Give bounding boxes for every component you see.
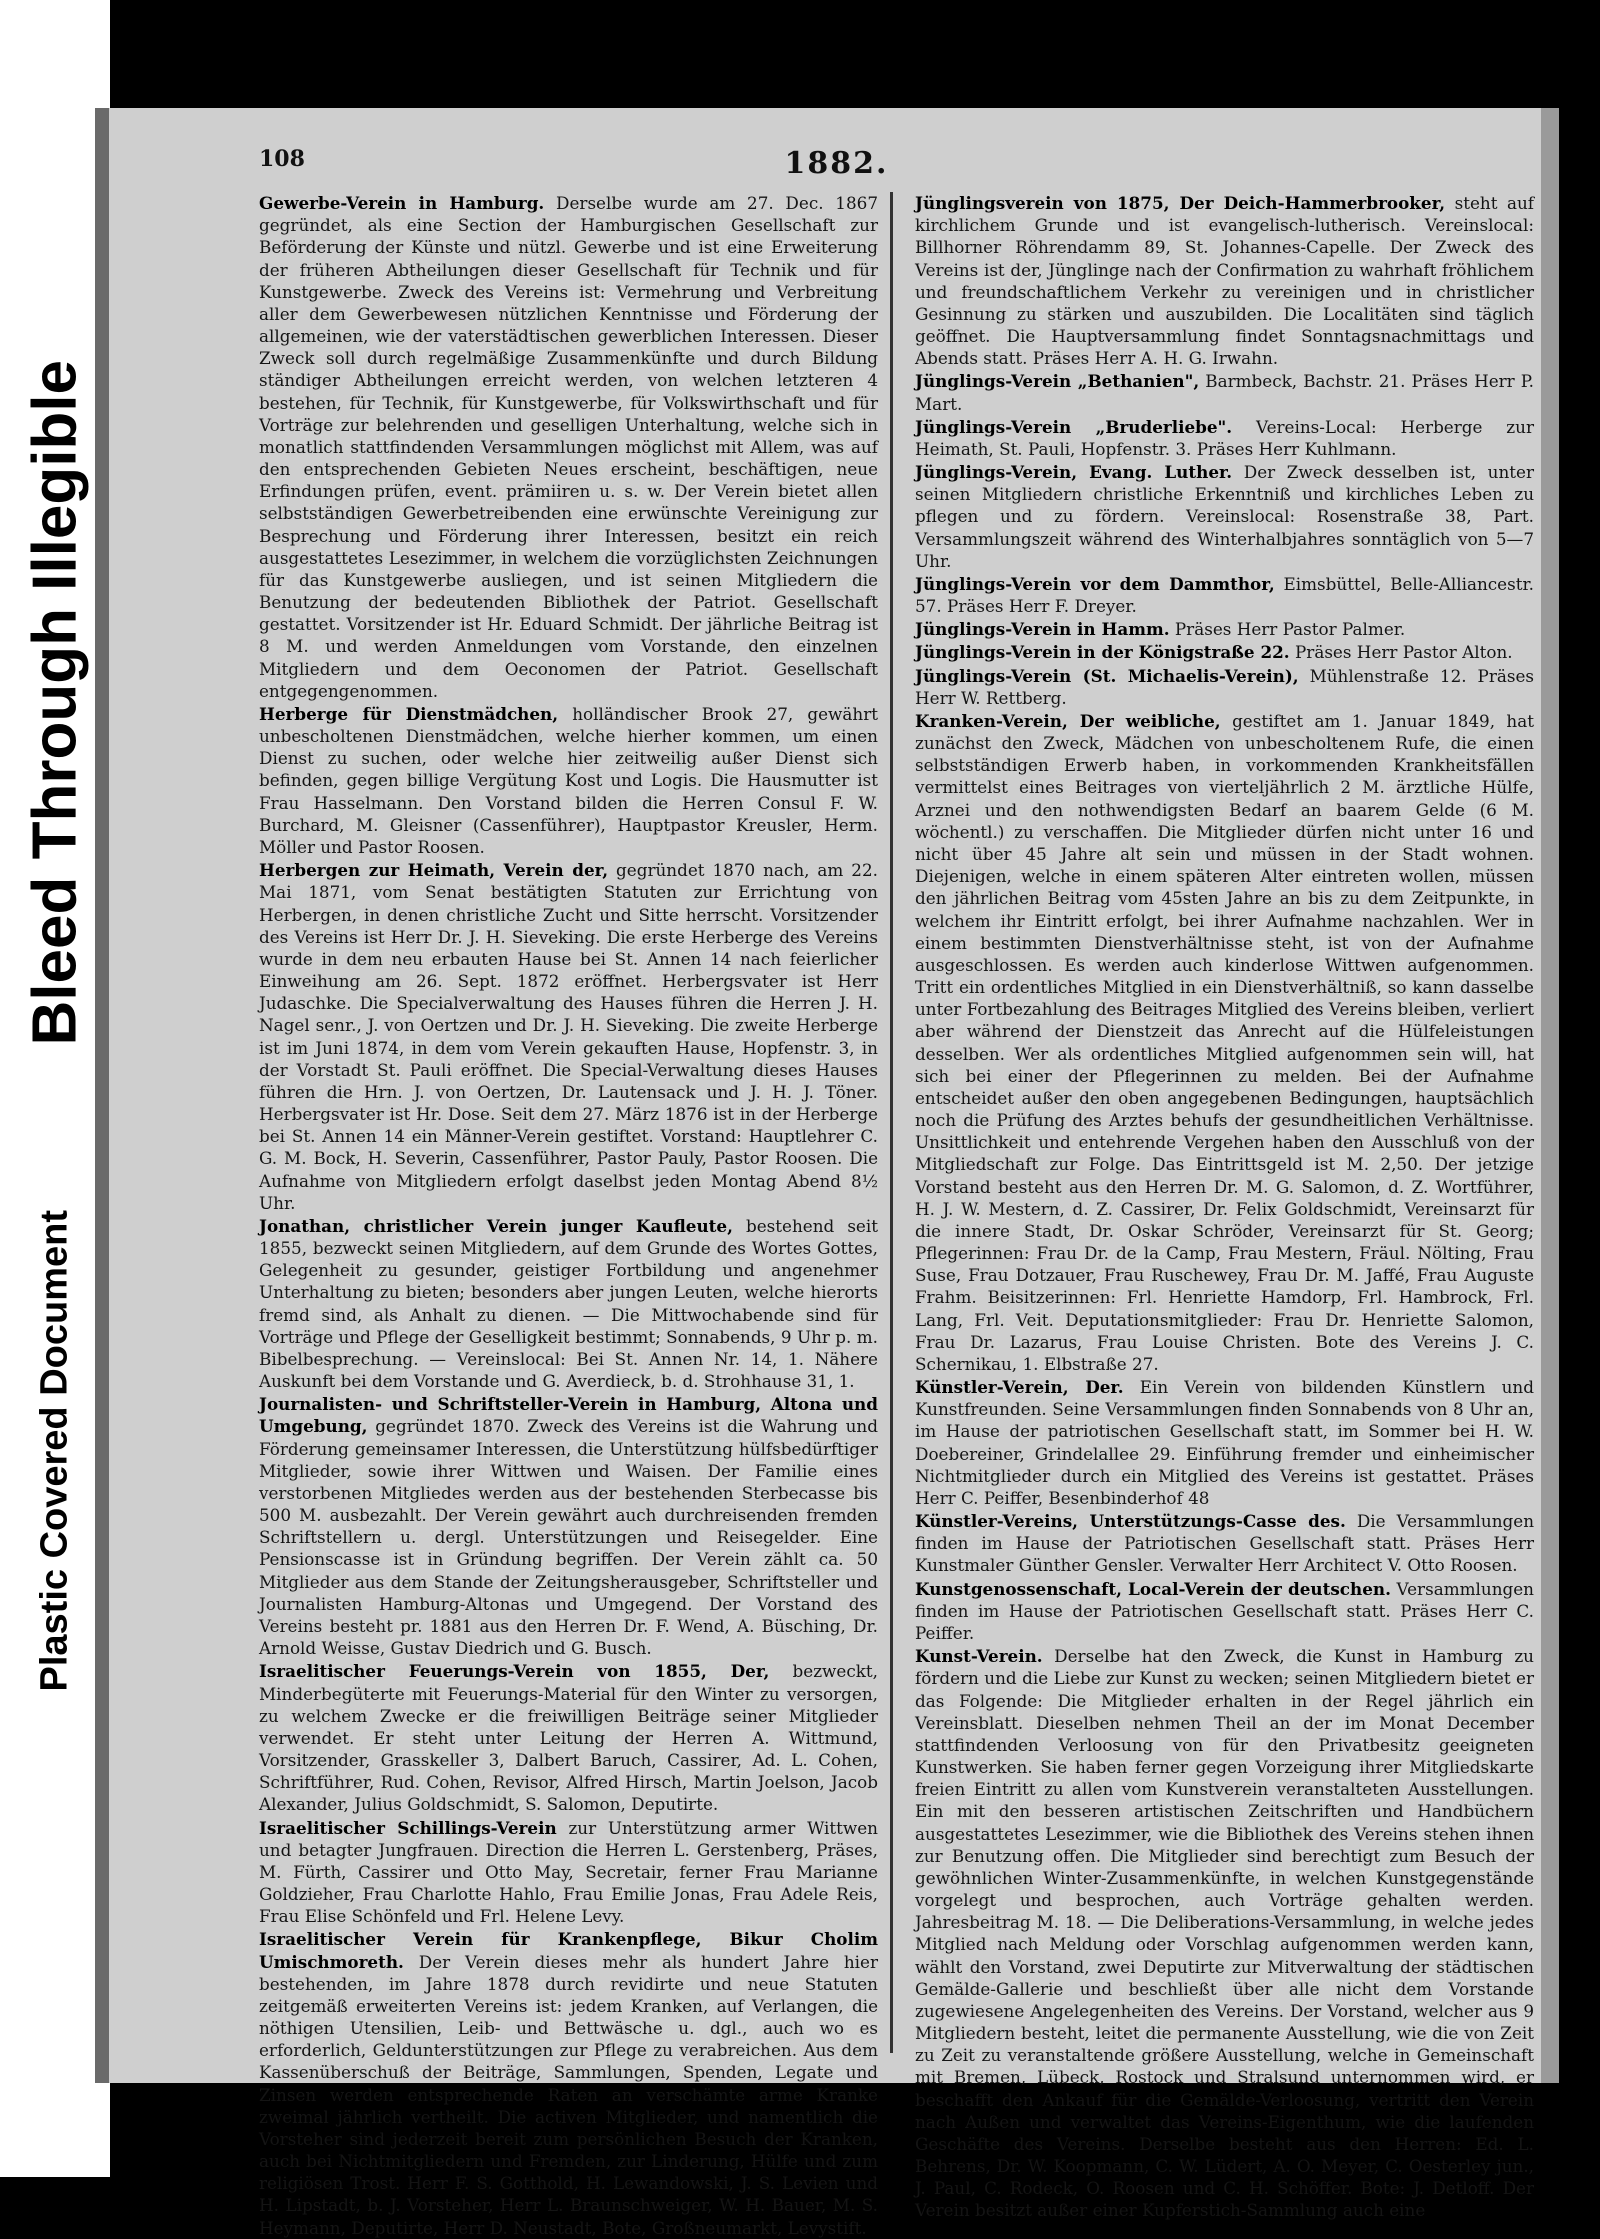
- entry: [259, 1817, 878, 1928]
- entry: [915, 618, 1534, 640]
- entry-text: Derselbe hat den Zweck, die Kunst in Hamburg zu fördern und die Liebe zur Kunst zu wecken; seinen Mitgliedern bietet er das Folgende: Die Mitglieder erhalten in der Regel jährlich ein Vereinsblatt. Dieselben nehmen Theil an der im Monat December stattfindenden Verloosung von für den Privatbesitz geeigneten Kunstwerken. Sie haben ferner gegen Vorzeigung ihrer Mitgliedskarte freien Eintritt zu allen vom Kunstverein veranstalteten Ausstellungen. Ein mit den besseren artistischen Zeitschriften und Handbüchern ausgestattetes Lesezimmer, wie die Bibliothek des Vereins stehen ihnen zur Benutzung offen. Die Mitglieder sind berechtigt zum Besuch der gewöhnlichen Winter-Zusammenkünfte, in welchen Kunstgegenstände vorgelegt und besprochen, auch Vorträge gehalten werden. Jahresbeitrag M. 18. — Die Deliberations-Versammlung, in welche jedes Mitglied nach Meldung oder Vorschlag aufgenommen werden kann, wählt den Vorstand, zwei Deputirte zur Mitverwaltung der städtischen Gemälde-Gallerie und beschließt über alle nicht dem Vorstande zugewiesene Angelegenheiten des Vereins. Der Vorstand, welcher aus 9 Mitgliedern besteht, leitet die permanente Ausstellung, wie die von Zeit zu Zeit zu veranstaltende größere Ausstellung, welche in Gemeinschaft mit Bremen, Lübeck, Rostock und Stralsund unternommen wird, er beschafft den Ankauf für die Gemälde-Verloosung, vertritt den Verein nach Außen und verwaltet das Vereins-Eigenthum, wie die laufenden Geschäfte des Vereins. Derselbe besteht aus den Herren: Ed. L. Behrens, Dr. W. Koopmann, C. W. Lüdert, A. O. Meyer, C. Oesterley jun., J. Paul, C. Rodeck, O. Roosen und C. H. Schöffer. Bote: J. Detloff. Der Verein besitzt außer einer Kupferstich-Sammlung auch eine: [915, 1646, 1534, 2221]
- entry: [259, 859, 878, 1214]
- entry: [915, 461, 1534, 572]
- entry-text: Präses Herr Pastor Palmer.: [1174, 619, 1406, 640]
- entry-title: Jünglings-Verein in der Königstraße 22.: [915, 642, 1290, 663]
- entry-text: Versammlungen finden im Hause der Patriotischen Gesellschaft statt. Präses Herr C. Peiffer.: [915, 1578, 1534, 1643]
- entry-title: Kunstgenossenschaft, Local-Verein der deutschen.: [915, 1578, 1391, 1599]
- entry-title: Jünglings-Verein vor dem Dammthor,: [915, 573, 1275, 594]
- entry-text: bestehend seit 1855, bezweckt seinen Mitgliedern, auf dem Grunde des Wortes Gottes, Gelegenheit zu gesunder, geistiger Fortbildung und angenehmer Unterhaltung zu bieten; besonders aber jungen Leuten, welche hierorts fremd sind, als Anhalt zu dienen. — Die Mittwochabende sind für Vorträge und Pflege der Geselligkeit bestimmt; Sonnabends, 9 Uhr p. m. Bibelbesprechung. — Vereinslocal: Bei St. Annen Nr. 14, 1. Nähere Auskunft bei dem Vorstande und G. Averdieck, b. d. Strohhause 31, 1.: [259, 1215, 878, 1392]
- entry-title: Jünglings-Verein in Hamm.: [915, 619, 1170, 640]
- entry-text: Präses Herr Pastor Alton.: [1295, 642, 1513, 663]
- entry: [915, 573, 1534, 617]
- entry-title: Gewerbe-Verein in Hamburg.: [259, 193, 545, 213]
- entry: [915, 1376, 1534, 1509]
- entry-title: Jünglings-Verein „Bruderliebe".: [915, 416, 1233, 437]
- entry-text: Eimsbüttel, Belle-Alliancestr. 57. Präses Herr F. Dreyer.: [915, 573, 1534, 617]
- right-column: [915, 192, 1535, 2221]
- entry: [259, 1215, 878, 1392]
- entry-text: Mühlenstraße 12. Präses Herr W. Rettberg.: [915, 665, 1535, 708]
- entry: [259, 703, 878, 858]
- page-header: [139, 146, 1534, 186]
- page-edge: [1541, 108, 1559, 2083]
- entry-text: Der Zweck desselben ist, unter seinen Mitgliedern christliche Erkenntniß und kirchliches Leben zu pflegen und zu fördern. Vereinslocal: Rosenstraße 38, Part. Versammlungszeit während des Winterhalbjahres sonntäglich von 5—7 Uhr.: [915, 462, 1534, 571]
- entry-text: Barmbeck, Bachstr. 21. Präses Herr P. Mart.: [915, 371, 1534, 414]
- entry-title: Jonathan, christlicher Verein junger Kaufleute,: [259, 1215, 733, 1236]
- entry-title: Jünglings-Verein (St. Michaelis-Verein),: [915, 665, 1299, 686]
- entry-title: Jünglingsverein von 1875, Der Deich-Hammerbrooker,: [915, 193, 1446, 213]
- entry: [915, 192, 1534, 369]
- entry-text: gestiftet am 1. Januar 1849, hat zunächst den Zweck, Mädchen von unbescholtenem Rufe, die einen selbstständigen Erwerb haben, in vorkommenden Krankheitsfällen vermittelst eines Beitrages von vierteljährlich 2 M. ärztliche Hülfe, Arznei und den nothwendigsten Bedarf an baarem Gelde (6 M. wöchentl.) zu verschaffen. Die Mitglieder dürfen nicht unter 16 und nicht über 45 Jahre alt sein und müssen in der Stadt wohnen. Diejenigen, welche in einem späteren Alter eintreten wollen, müssen den jährlichen Beitrag vom 45sten Jahre an bis zu dem Zeitpunkte, in welchem ihr Eintritt erfolgt, bei ihrer Aufnahme nachzahlen. Wer in einem bestimmten Dienstverhältnisse steht, ist von der Aufnahme ausgeschlossen. Es werden auch kinderlose Wittwen aufgenommen. Tritt ein ordentliches Mitglied in ein Dienstverhältniß, so kann dasselbe unter Fortbezahlung des Beitrages Mitglied des Vereins bleiben, verliert aber während der Dienstzeit das Anrecht auf die Hülfeleistungen desselben. Wer als ordentliches Mitglied aufgenommen sein will, hat sich bei einer der Pflegerinnen zu melden. Bei der Aufnahme entscheidet außer den oben angegebenen Bedingungen, hauptsächlich noch die Prüfung des Arztes behufs der gesundheitlichen Verhältnisse. Unsittlichkeit und entehrende Vergehen haben den Ausschluß von der Mitgliedschaft zur Folge. Das Eintrittsgeld ist M. 2,50. Der jetzige Vorstand besteht aus den Herren Dr. M. G. Salomon, d. Z. Wortführer, H. J. W. Mestern, d. Z. Cassirer, Dr. Felix Goldschmidt, Vereinsarzt für die innere Stadt, Dr. Oskar Schröder, Vereinsarzt für St. Georg; Pflegerinnen: Frau Dr. de la Camp, Frau Mestern, Fräul. Nölting, Frau Suse, Frau Dotzauer, Frau Ruschewey, Frau Dr. M. Jaffé, Frau Auguste Frahm. Beisitzerinnen: Frl. Henriette Hamdorp, Frl. Hambrock, Frl. Lang, Frl. Veit. Deputationsmitglieder: Frau Dr. Henriette Salomon, Frau Dr. Lazarus, Frau Louise Christen. Bote des Vereins J. C. Schernikau, 1. Elbstraße 27.: [915, 710, 1534, 1374]
- entry-text: Vereins-Local: Herberge zur Heimath, St. Pauli, Hopfenstr. 3. Präses Herr Kuhlmann.: [915, 416, 1534, 459]
- page-content: [139, 146, 1535, 2238]
- entry-text: holländischer Brook 27, gewährt unbescholtenen Dienstmädchen, welche hierher kommen, um einen Dienst zu suchen, oder welche hier zeitweilig außer Dienst sich befinden, gegen billige Vergütung Kost und Logis. Die Hausmutter ist Frau Hasselmann. Den Vorstand bilden die Herren Consul F. W. Burchard, M. Gleisner (Cassenführer), Hauptpastor Kreusler, Herm. Möller und Pastor Roosen.: [259, 703, 878, 857]
- entry-title: Jünglings-Verein, Evang. Luther.: [915, 462, 1233, 483]
- entry: [259, 1393, 878, 1659]
- entry-text: Die Versammlungen finden im Hause der Patriotischen Gesellschaft statt. Präses Herr Kunstmaler Günther Gensler. Verwalter Herr Architect V. Otto Roosen.: [915, 1511, 1535, 1576]
- entry: [259, 1928, 878, 2238]
- entry-title: Kunst-Verein.: [915, 1646, 1043, 1667]
- entry-text: Der Verein dieses mehr als hundert Jahre hier bestehenden, im Jahre 1878 durch revidirte und neue Statuten zeitgemäß erweiterten Vereins ist: jedem Kranken, auf Verlangen, die nöthigen Utensilien, Leib- und Bettwäsche u. dgl., auch wo es erforderlich, Geldunterstützungen zur Pflege zu verabreichen. Aus dem Kassenüberschuß der Beiträge, Sammlungen, Spenden, Legate und Zinsen werden entsprechende Raten an verschämte arme Kranke zweimal jährlich vertheilt. Die activen Mitglieder, und namentlich die Vorsteher sind jederzeit bereit zum persönlichen Besuch der Kranken, auch bei Nichtmitgliedern und Fremden, zur Linderung, Hülfe und zum religiösen Trost. Herr F. S. Gotthold, H. Lewandowski, J. S. Levien und H. Lipstadt, b. J. Vorsteher, Herr L. Braunschweiger, W. H. Bauer, M. S. Heymann, Deputirte, Herr D. Neustadt, Bote, Großneumarkt, Levystift.: [259, 1951, 878, 2238]
- entry-text: gegründet 1870 nach, am 22. Mai 1871, vom Senat bestätigten Statuten zur Errichtung von Herbergen, in denen christliche Zucht und Sitte herrscht. Vorsitzender des Vereins ist Herr Dr. J. H. Sieveking. Die erste Herberge des Vereins wurde in dem neu erbauten Hause bei St. Annen 14 nach feierlicher Einweihung am 26. Sept. 1872 eröffnet. Herbergsvater ist Herr Judaschke. Die Specialverwaltung des Hauses führen die Herren J. H. Nagel senr., J. von Oertzen und Dr. J. H. Sieveking. Die zweite Herberge ist im Juni 1874, in dem vom Verein gekauften Hause, Hopfenstr. 3, in der Vorstadt St. Pauli eröffnet. Die Special-Verwaltung dieses Hauses führen die Hrn. J. von Oertzen, Dr. Lautensack und J. H. J. Töner. Herbergsvater ist Hr. Dose. Seit dem 27. März 1876 ist in der Herberge bei St. Annen 14 ein Männer-Verein gestiftet. Vorstand: Hauptlehrer C. G. M. Bock, H. Severin, Cassenführer, Pastor Pauly, Pastor Roosen. Die Aufnahme von Mitgliedern erfolgt daselbst jeden Montag Abend 8½ Uhr.: [259, 860, 878, 1213]
- entry: [915, 710, 1534, 1375]
- entry-title: Jünglings-Verein „Bethanien",: [915, 371, 1200, 392]
- side-label-strip: [0, 0, 110, 2177]
- entry-title: Israelitischer Verein für Krankenpflege, Bikur Cholim Umischmoreth.: [259, 1929, 878, 1972]
- entry-text: Ein Verein von bildenden Künstlern und Kunstfreunden. Seine Versammlungen finden Sonnabends von 8 Uhr an, im Hause der patriotischen Gesellschaft statt, im Sommer bei H. W. Doebereiner, Grindelallee 29. Einführung fremder und einheimischer Nichtmitglieder durch ein Mitglied des Vereins ist gestattet. Präses Herr C. Peiffer, Besenbinderhof 48: [915, 1377, 1534, 1508]
- entry-text: Derselbe wurde am 27. Dec. 1867 gegründet, als eine Section der Hamburgischen Gesellschaft zur Beförderung der Künste und nützl. Gewerbe und ist eine Erweiterung der früheren Abtheilungen dieser Gesellschaft für Technik und für Kunstgewerbe. Zweck des Vereins ist: Vermehrung und Verbreitung aller dem Gewerbewesen nützlichen Kenntnisse und Förderung der allgemeinen, wie der vaterstädtischen gewerblichen Interessen. Dieser Zweck soll durch regelmäßige Zusammenkünfte und durch Bildung ständiger Abtheilungen erreicht werden, von welchen letzteren 4 bestehen, für Technik, für Kunstgewerbe, für Volkswirthschaft und für Vorträge zur belehrenden und geselligen Unterhaltung, welche sich in monatlich stattfindenden Versammlungen möglichst mit Allem, was auf den entsprechenden Gebieten Neues erscheint, beschäftigen, neue Erfindungen prüfen, event. prämiiren u. s. w. Der Verein bietet allen selbstständigen Gewerbetreibenden eine erwünschte Vereinigung zur Besprechung und Förderung ihrer Interessen, besitzt ein reich ausgestattetes Lesezimmer, in welchem die vorzüglichsten Zeichnungen für das Kunstgewerbe ausliegen, und ist seinen Mitgliedern die Benutzung der bedeutenden Bibliothek der Patriot. Gesellschaft gestattet. Vorsitzender ist Hr. Eduard Schmidt. Der jährliche Beitrag ist 8 M. und werden Anmeldungen vom Vorstande, den einzelnen Mitgliedern und dem Oeconomen der Patriot. Gesellschaft entgegengenommen.: [259, 193, 878, 701]
- left-column: [259, 192, 893, 2238]
- entry-title: Künstler-Verein, Der.: [915, 1377, 1124, 1398]
- page-year: 1882.: [784, 146, 889, 181]
- entry-title: Kranken-Verein, Der weibliche,: [915, 710, 1221, 731]
- entry: [915, 1578, 1534, 1645]
- entry-title: Israelitischer Feuerungs-Verein von 1855, Der,: [259, 1661, 770, 1682]
- entry-text: bezweckt, Minderbegüterte mit Feuerungs-Material für den Winter zu versorgen, zu welchem Zwecke er die freiwilligen Beiträge seiner Mitglieder verwendet. Er steht unter Leitung der Herren A. Wittmund, Vorsitzender, Grasskeller 3, Dalbert Baruch, Cassirer, Ad. L. Cohen, Schriftführer, Rud. Cohen, Revisor, Alfred Hirsch, Martin Joelson, Jacob Alexander, Julius Goldschmidt, S. Salomon, Deputirte.: [259, 1661, 879, 1815]
- entry: [915, 665, 1534, 709]
- entry: [915, 1645, 1534, 2221]
- page-number: 108: [259, 146, 305, 172]
- entry-text: gegründet 1870. Zweck des Vereins ist die Wahrung und Förderung gemeinsamer Interessen, die Unterstützung hülfsbedürftiger Mitglieder, sowie ihrer Wittwen und Waisen. Der Familie eines verstorbenen Mitgliedes werden aus der bestehenden Sterbecasse bis 500 M. ausbezahlt. Der Verein gewährt auch durchreisenden fremden Schriftstellern u. dergl. Unterstützungen und Reisegelder. Eine Pensionscasse ist in Gründung begriffen. Der Verein zählt ca. 50 Mitglieder aus dem Stande der Zeitungsherausgeber, Schriftsteller und Journalisten Hamburg-Altonas und Umgegend. Der Vorstand des Vereins besteht pr. 1881 aus den Herren Dr. F. Wend, A. Büsching, Dr. Arnold Weisse, Gustav Diedrich und G. Busch.: [259, 1416, 878, 1659]
- bleed-through-label: Bleed Through Illegible: [20, 360, 90, 1046]
- text-columns: [259, 192, 1535, 2238]
- entry-text: zur Unterstützung armer Wittwen und betagter Jungfrauen. Direction die Herren L. Gerstenberg, Präses, M. Fürth, Cassirer und Otto May, Secretair, ferner Frau Marianne Goldzieher, Frau Charlotte Hahlo, Frau Emilie Jonas, Frau Adele Reis, Frau Elise Schönfeld und Frl. Helene Levy.: [259, 1817, 878, 1927]
- plastic-covered-label: Plastic Covered Document: [33, 1210, 76, 1692]
- entry: [915, 370, 1534, 414]
- entry-title: Journalisten- und Schriftsteller-Verein in Hamburg, Altona und Umgebung,: [259, 1394, 878, 1437]
- entry: [915, 1510, 1534, 1577]
- entry-text: steht auf kirchlichem Grunde und ist evangelisch-lutherisch. Vereinslocal: Billhorner Röhrendamm 89, St. Johannes-Capelle. Der Zweck des Vereins ist der, Jünglinge nach der Confirmation zu wahrhaft fröhlichem und freundschaftlichem Verkehr zu vereinigen und in christlicher Gesinnung zu stärken und auszubilden. Die Localitäten sind täglich geöffnet. Die Hauptversammlung findet Sonntagsnachmittags und Abends statt. Präses Herr A. H. G. Irwahn.: [915, 193, 1534, 369]
- entry: [915, 641, 1534, 663]
- entry: [259, 1660, 878, 1815]
- entry: [915, 416, 1534, 460]
- scanned-page: [95, 108, 1559, 2238]
- entry-title: Herberge für Dienstmädchen,: [259, 703, 559, 724]
- entry-title: Israelitischer Schillings-Verein: [259, 1817, 557, 1838]
- entry: [259, 192, 878, 702]
- entry-title: Künstler-Vereins, Unterstützungs-Casse des.: [915, 1511, 1346, 1532]
- entry-title: Herbergen zur Heimath, Verein der,: [259, 860, 609, 881]
